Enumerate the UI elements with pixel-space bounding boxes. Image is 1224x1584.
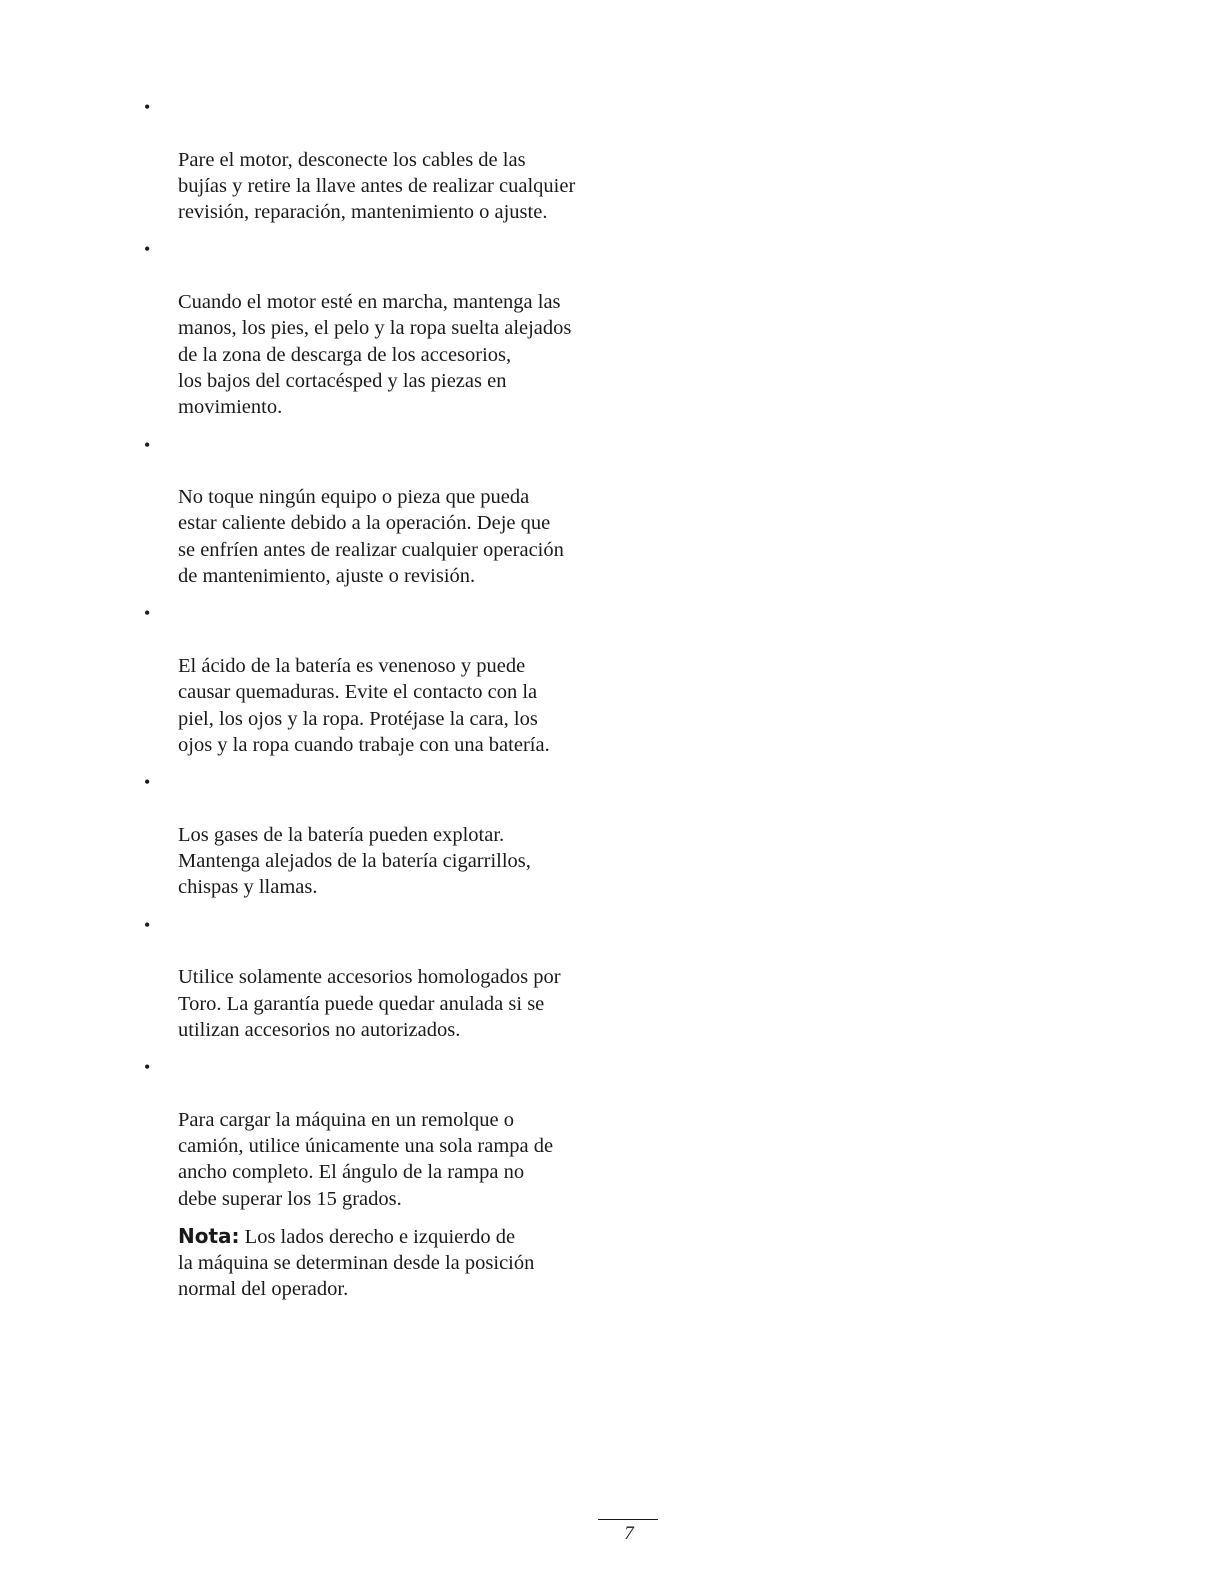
document-body bbox=[142, 94, 622, 1303]
list-item-text: Pare el motor, desconecte los cables de las bujías y retire la llave antes de realizar cualquier revisión, reparación, mantenimiento o ajuste. bbox=[178, 148, 576, 224]
list-item bbox=[142, 432, 622, 590]
page-number: 7 bbox=[624, 1523, 634, 1544]
list-item bbox=[142, 1054, 622, 1212]
list-item-text: Cuando el motor esté en marcha, mantenga las manos, los pies, el pelo y la ropa suelta alejados de la zona de descarga de los accesorios, los bajos del cortacésped y las piezas en movimiento. bbox=[178, 291, 572, 419]
safety-list bbox=[142, 94, 622, 1212]
note-label: Nota: bbox=[178, 1223, 240, 1248]
list-item-text: El ácido de la batería es venenoso y puede causar quemaduras. Evite el contacto con la piel, los ojos y la ropa. Protéjase la cara, los ojos y la ropa cuando trabaje con una batería. bbox=[178, 654, 550, 756]
list-item bbox=[142, 769, 622, 900]
bullet-icon: • bbox=[144, 1057, 151, 1078]
list-item bbox=[142, 94, 622, 225]
list-item-text: Los gases de la batería pueden explotar. Mantenga alejados de la batería cigarrillos, chispas y llamas. bbox=[178, 823, 531, 899]
bullet-icon: • bbox=[144, 772, 151, 793]
bullet-icon: • bbox=[144, 97, 151, 117]
list-item bbox=[142, 236, 622, 420]
list-item bbox=[142, 912, 622, 1043]
bullet-icon: • bbox=[144, 239, 151, 260]
bullet-icon: • bbox=[144, 434, 151, 455]
bullet-icon: • bbox=[144, 914, 151, 935]
bullet-icon: • bbox=[144, 603, 151, 624]
page-footer bbox=[598, 1519, 658, 1545]
note-paragraph bbox=[178, 1223, 622, 1303]
list-item-text: Utilice solamente accesorios homologados por Toro. La garantía puede quedar anulada si se utilizan accesorios no autorizados. bbox=[178, 966, 561, 1041]
list-item-text: No toque ningún equipo o pieza que pueda estar caliente debido a la operación. Deje que se enfríen antes de realizar cualquier operación de mantenimiento, ajuste o revisión. bbox=[178, 486, 564, 588]
list-item-text: Para cargar la máquina en un remolque o camión, utilice únicamente una sola rampa de ancho completo. El ángulo de la rampa no debe superar los 15 grados. bbox=[178, 1108, 554, 1210]
footer-rule bbox=[598, 1519, 658, 1520]
list-item bbox=[142, 600, 622, 758]
note-text: Los lados derecho e izquierdo de la máquina se determinan desde la posición normal del operador. bbox=[178, 1225, 535, 1301]
